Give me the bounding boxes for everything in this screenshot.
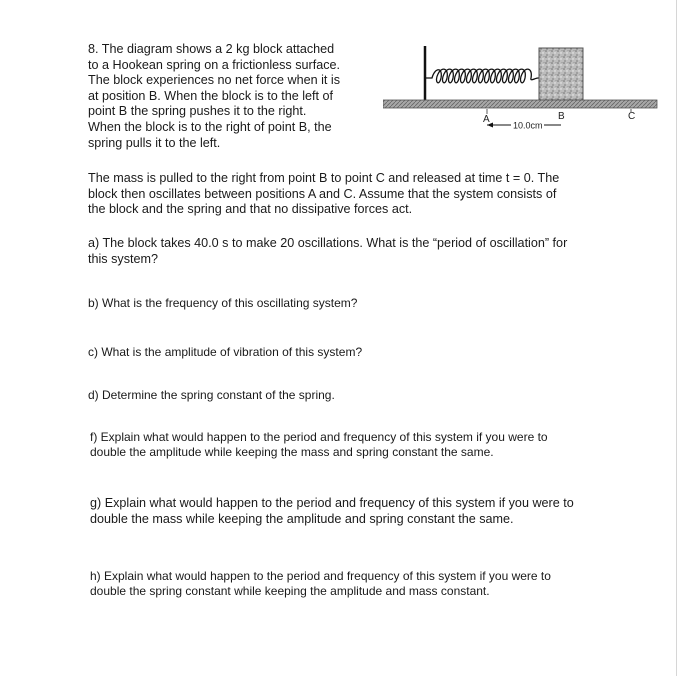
question-part-h: h) Explain what would happen to the period and frequency of this system if you were to double the spring constant while keeping the amplitude and mass constant. [90, 569, 551, 598]
spring-coil [426, 69, 539, 83]
question-part-d: d) Determine the spring constant of the spring. [88, 388, 335, 402]
spring-block-diagram [383, 38, 660, 138]
position-c-label: C [628, 111, 636, 122]
position-a-label: A [483, 114, 490, 125]
question-part-g: g) Explain what would happen to the period and frequency of this system if you were to double the mass while keeping the amplitude and spring constant the same. [90, 496, 574, 526]
page-edge-divider [676, 0, 677, 676]
position-b-label: B [558, 111, 565, 122]
frictionless-surface [383, 100, 657, 108]
question-intro: 8. The diagram shows a 2 kg block attached to a Hookean spring on a frictionless surface. The block experiences no net force when it is at position B. When the block is to the left of point B the spring pushes it to the right. When the block is to the right of point B, the spring pulls it to the left. [88, 42, 341, 150]
problem-setup: The mass is pulled to the right from point B to point C and released at time t = 0. The block then oscillates between positions A and C. Assume that the system consists of the block and the spring and that no dissipative forces act. [88, 171, 560, 217]
spring-block-figure [383, 38, 660, 138]
question-part-c: c) What is the amplitude of vibration of this system? [88, 345, 363, 359]
question-part-b: b) What is the frequency of this oscillating system? [88, 296, 358, 310]
question-part-f: f) Explain what would happen to the period and frequency of this system if you were to double the amplitude while keeping the mass and spring constant the same. [90, 430, 548, 459]
mass-block [539, 48, 583, 100]
distance-label: 10.0cm [513, 120, 543, 131]
question-part-a: a) The block takes 40.0 s to make 20 oscillations. What is the “period of oscillation” for this system? [88, 236, 568, 266]
